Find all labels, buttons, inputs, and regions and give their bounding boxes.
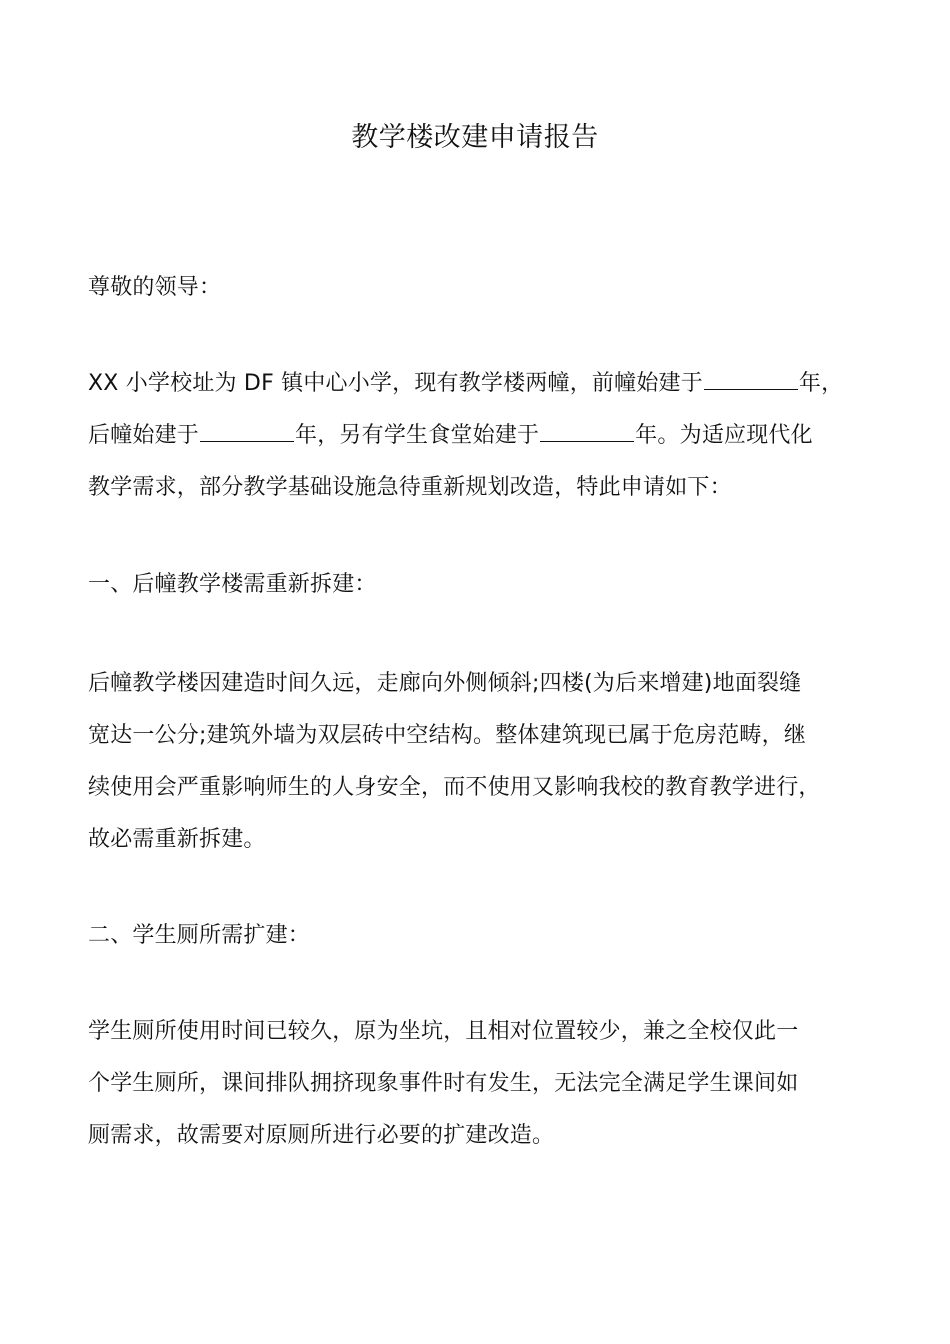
section-1-heading <box>88 559 878 611</box>
section-2-heading <box>88 910 878 962</box>
section-1-line: 后幢教学楼因建造时间久远，走廊向外侧倾斜;四楼(为后来增建)地面裂缝 <box>88 671 802 696</box>
intro-line-3: 教学需求，部分教学基础设施急待重新规划改造，特此申请如下： <box>88 475 732 500</box>
section-2-heading-text: 二、学生厕所需扩建： <box>88 923 311 948</box>
salutation <box>88 262 878 314</box>
intro-paragraph <box>88 358 878 514</box>
intro-line-2-text-a: 后幢始建于 <box>88 423 200 448</box>
section-2-line: 个学生厕所，课间排队拥挤现象事件时有发生，无法完全满足学生课间如 <box>88 1071 799 1096</box>
section-1-heading-text: 一、后幢教学楼需重新拆建： <box>88 572 377 597</box>
intro-line-2-text-c: 年。为适应现代化 <box>635 423 813 448</box>
section-2-line: 厕需求，故需要对原厕所进行必要的扩建改造。 <box>88 1123 555 1148</box>
document-title: 教学楼改建申请报告 <box>351 122 599 153</box>
section-1-line: 宽达一公分;建筑外墙为双层砖中空结构。整体建筑现已属于危房范畴，继 <box>88 723 807 748</box>
year-blank-1 <box>704 367 798 390</box>
year-blank-2 <box>200 419 294 442</box>
section-2-line: 学生厕所使用时间已较久，原为坐坑，且相对位置较少，兼之全校仅此一 <box>88 1019 799 1044</box>
intro-line-2 <box>88 410 878 462</box>
intro-line-1-end: 年， <box>798 371 844 396</box>
intro-line-1-text: XX 小学校址为 DF 镇中心小学，现有教学楼两幢，前幢始建于 <box>88 371 703 396</box>
year-blank-3 <box>540 419 634 442</box>
section-2-paragraph <box>88 1006 878 1162</box>
section-1-line: 续使用会严重影响师生的人身安全，而不使用又影响我校的教育教学进行， <box>88 775 821 800</box>
section-1-line: 故必需重新拆建。 <box>88 827 266 852</box>
salutation-text: 尊敬的领导： <box>88 275 222 300</box>
intro-line-2-text-b: 年，另有学生食堂始建于 <box>295 423 540 448</box>
intro-line-1 <box>88 358 878 410</box>
section-1-paragraph <box>88 658 878 866</box>
